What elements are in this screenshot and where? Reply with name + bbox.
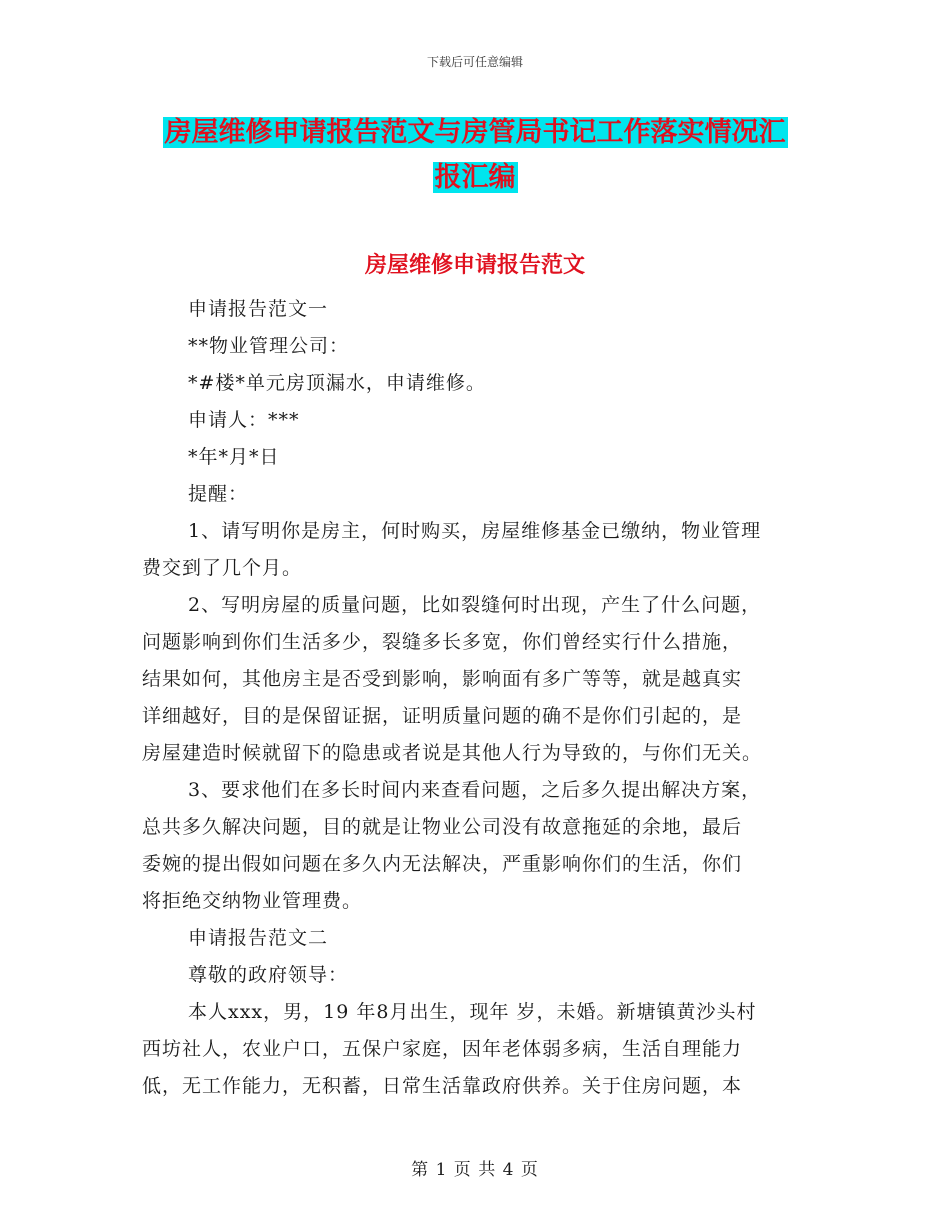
text-line: 本人xxx，男，19 年8月出生，现年 岁，未婚。新塘镇黄沙头村 bbox=[188, 1001, 757, 1023]
text-line: 1、请写明你是房主，何时购买，房屋维修基金已缴纳，物业管理 bbox=[188, 520, 762, 542]
text-line: 费交到了几个月。 bbox=[142, 557, 303, 579]
page-footer: 第 1 页 共 4 页 bbox=[411, 1160, 539, 1180]
text-line: 申请人：*** bbox=[188, 409, 300, 431]
text-line: 2、写明房屋的质量问题，比如裂缝何时出现，产生了什么问题， bbox=[188, 594, 762, 616]
text-line: 申请报告范文二 bbox=[188, 927, 329, 949]
text-line: **物业管理公司： bbox=[188, 335, 350, 357]
text-line: 尊敬的政府领导： bbox=[188, 964, 349, 986]
text-line: 总共多久解决问题，目的就是让物业公司没有故意拖延的余地，最后 bbox=[142, 816, 743, 838]
text-line: 问题影响到你们生活多少，裂缝多长多宽，你们曾经实行什么措施， bbox=[142, 631, 743, 653]
body-text bbox=[142, 291, 812, 1105]
text-line: 委婉的提出假如问题在多久内无法解决，严重影响你们的生活，你们 bbox=[142, 853, 743, 875]
document-title-line-1: 房屋维修申请报告范文与房管局书记工作落实情况汇 bbox=[164, 117, 786, 148]
document-title-line-2: 报汇编 bbox=[434, 162, 516, 193]
text-line: 低，无工作能力，无积蓄，日常生活靠政府供养。关于住房问题，本 bbox=[142, 1075, 743, 1097]
header-note: 下载后可任意编辑 bbox=[426, 55, 523, 69]
text-line: *年*月*日 bbox=[188, 446, 280, 468]
document-title bbox=[140, 110, 810, 200]
text-line: 3、要求他们在多长时间内来查看问题，之后多久提出解决方案， bbox=[188, 779, 762, 801]
text-line: 将拒绝交纳物业管理费。 bbox=[142, 890, 363, 912]
text-line: 结果如何，其他房主是否受到影响，影响面有多广等等，就是越真实 bbox=[142, 668, 743, 690]
section-title: 房屋维修申请报告范文 bbox=[364, 252, 585, 278]
text-line: 申请报告范文一 bbox=[188, 298, 329, 320]
text-line: *#楼*单元房顶漏水，申请维修。 bbox=[188, 372, 486, 394]
text-line: 详细越好，目的是保留证据，证明质量问题的确不是你们引起的，是 bbox=[142, 705, 743, 727]
text-line: 房屋建造时候就留下的隐患或者说是其他人行为导致的，与你们无关。 bbox=[142, 742, 763, 764]
text-line: 提醒： bbox=[188, 483, 249, 505]
text-line: 西坊社人，农业户口，五保户家庭，因年老体弱多病，生活自理能力 bbox=[142, 1038, 743, 1060]
